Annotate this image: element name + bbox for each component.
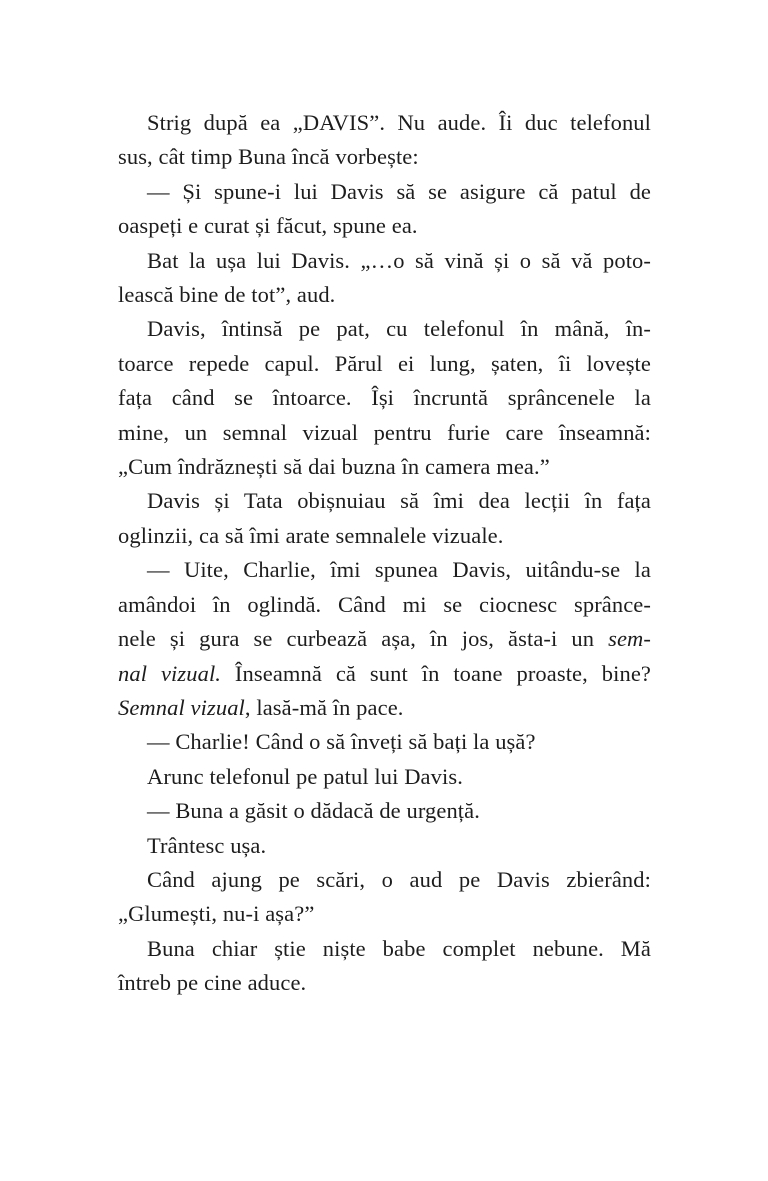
body-text-segment: — Uite, Charlie, îmi spunea Davis, uitându-se la — [147, 557, 651, 583]
text-line — [118, 588, 651, 622]
body-text-segment: sus, cât timp Buna încă vorbește: — [118, 144, 419, 170]
paragraph — [118, 553, 651, 725]
text-line — [118, 829, 651, 863]
text-line — [118, 897, 651, 931]
text-line — [118, 312, 651, 346]
text-line — [118, 175, 651, 209]
body-text-segment: amândoi în oglindă. Când mi se ciocnesc sprânce- — [118, 591, 651, 617]
text-line — [118, 416, 651, 450]
body-text-segment: Trântesc ușa. — [147, 832, 267, 858]
text-line — [118, 209, 651, 243]
body-text-segment: Bat la ușa lui Davis. „…o să vină și o să vă poto- — [147, 247, 651, 273]
body-text-segment: oaspeți e curat și făcut, spune ea. — [118, 213, 418, 239]
paragraph — [118, 794, 651, 828]
body-text-segment: Davis și Tata obișnuiau să îmi dea lecții în fața — [147, 488, 651, 514]
body-text-segment: — Charlie! Când o să înveți să bați la ușă? — [147, 729, 536, 755]
text-line — [118, 244, 651, 278]
text-line — [118, 794, 651, 828]
paragraph — [118, 725, 651, 759]
body-text-segment: oglinzii, ca să îmi arate semnalele vizuale. — [118, 522, 504, 548]
text-line — [118, 657, 651, 691]
text-line — [118, 725, 651, 759]
page-text-block — [118, 106, 651, 1001]
paragraph — [118, 244, 651, 313]
body-text-segment: — Buna a găsit o dădacă de urgență. — [147, 798, 480, 824]
body-text-segment: — Și spune-i lui Davis să se asigure că patul de — [147, 178, 651, 204]
paragraph — [118, 312, 651, 484]
paragraph — [118, 932, 651, 1001]
body-text-segment: Înseamnă că sunt în toane proaste, bine? — [221, 660, 651, 686]
paragraph — [118, 760, 651, 794]
text-line — [118, 966, 651, 1000]
paragraph — [118, 484, 651, 553]
text-line — [118, 863, 651, 897]
text-line — [118, 691, 651, 725]
body-text-segment: „Glumești, nu-i așa?” — [118, 901, 315, 927]
body-text-segment: toarce repede capul. Părul ei lung, șaten, îi lovește — [118, 350, 651, 376]
body-text-segment: , lasă-mă în pace. — [244, 694, 404, 720]
text-line — [118, 347, 651, 381]
body-text-segment: Buna chiar știe niște babe complet nebune. Mă — [147, 935, 651, 961]
body-text-segment: Davis, întinsă pe pat, cu telefonul în mână, în- — [147, 316, 651, 342]
paragraph — [118, 863, 651, 932]
text-line — [118, 450, 651, 484]
paragraph — [118, 106, 651, 175]
text-line — [118, 140, 651, 174]
paragraph — [118, 829, 651, 863]
text-line — [118, 932, 651, 966]
text-line — [118, 484, 651, 518]
text-line — [118, 381, 651, 415]
text-line — [118, 278, 651, 312]
body-text-segment: Strig după ea „DAVIS”. Nu aude. Îi duc telefonul — [147, 110, 651, 135]
body-text-segment: întreb pe cine aduce. — [118, 970, 307, 996]
text-line — [118, 622, 651, 656]
body-text-segment: fața când se întoarce. Își încruntă sprâncenele la — [118, 385, 651, 411]
paragraph — [118, 175, 651, 244]
text-line — [118, 106, 651, 140]
body-text-segment: lească bine de tot”, aud. — [118, 282, 336, 308]
text-line — [118, 553, 651, 587]
body-text-segment: Când ajung pe scări, o aud pe Davis zbierând: — [147, 866, 651, 892]
body-text-segment: „Cum îndrăznești să dai buzna în camera mea.” — [118, 454, 550, 480]
body-text-segment: Arunc telefonul pe patul lui Davis. — [147, 763, 463, 789]
italic-text-segment: sem- — [608, 626, 651, 652]
text-line — [118, 760, 651, 794]
italic-text-segment: Semnal vizual — [118, 694, 245, 720]
text-line — [118, 519, 651, 553]
body-text-segment: nele și gura se curbează așa, în jos, ăsta-i un — [118, 626, 609, 652]
body-text-segment: mine, un semnal vizual pentru furie care înseamnă: — [118, 419, 651, 445]
italic-text-segment: nal vizual. — [118, 660, 222, 686]
